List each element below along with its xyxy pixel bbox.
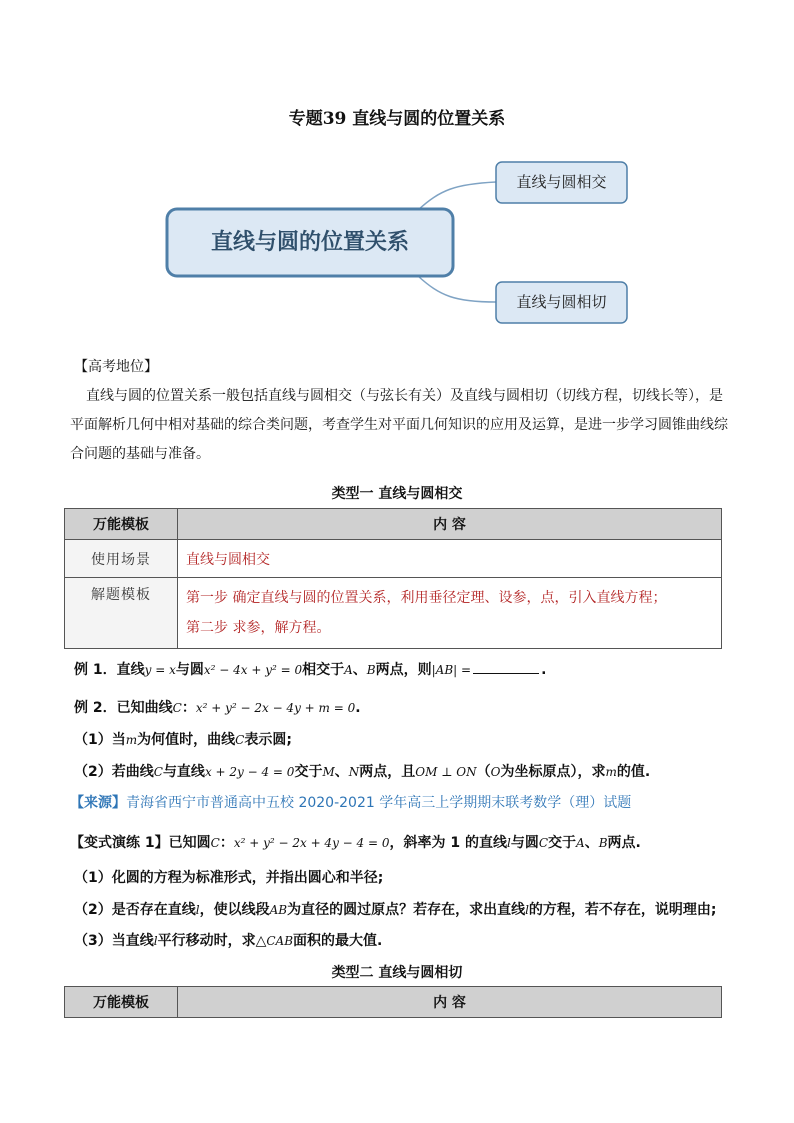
question-text: 为直径的圆过原点？若存在，求出直线 [287, 902, 526, 918]
question-text: 表示圆; [244, 732, 292, 748]
type2-table-header-label: 万能模板 [65, 987, 178, 1018]
question-text: （2）是否存在直线 [74, 902, 196, 918]
type1-scene-value: 直线与圆相交 [178, 540, 722, 578]
question-math: OM ⊥ ON [415, 765, 477, 779]
source-text: 青海省西宁市普通高中五校 2020-2021 学年高三上学期期末联考数学（理）试题 [126, 795, 632, 811]
type1-table-scene-row [65, 540, 722, 578]
variant-1-question-2 [74, 899, 717, 919]
question-math: l [153, 934, 158, 948]
type1-heading: 类型一 直线与圆相交 [331, 486, 463, 502]
source-label: 【来源】 [70, 795, 126, 811]
variant-text: 交于 [548, 835, 577, 851]
question-math: m [605, 765, 617, 779]
variant-1 [70, 832, 641, 852]
example-1-text: 直线 [116, 662, 145, 678]
question-text: ，使以线段 [199, 902, 270, 918]
type1-table-header-content: 内 容 [178, 509, 722, 540]
mind-map-connector-top [418, 182, 496, 210]
example-1-math: B [366, 663, 376, 677]
question-text: 与直线 [162, 764, 205, 780]
question-text: 两点，且 [359, 764, 416, 780]
variant-text: 已知圆 [168, 835, 211, 851]
example-1-text: 两点，则 [375, 662, 432, 678]
mind-map-branch-tangent: 直线与圆相切 [516, 293, 607, 311]
type2-heading: 类型二 直线与圆相切 [331, 965, 463, 981]
question-math: M [322, 765, 335, 779]
variant-text: 、 [584, 835, 599, 851]
variant-math: l [506, 836, 511, 850]
question-math: C [153, 765, 163, 779]
question-math: l [195, 903, 200, 917]
source-line [70, 792, 631, 812]
question-text: 的值. [616, 764, 651, 780]
example-1-math: A [344, 663, 353, 677]
question-math: x + 2y − 4 = 0 [204, 765, 295, 779]
example-1-text: 与圆 [175, 662, 204, 678]
example-2-text: . [355, 700, 361, 716]
example-2-text: 已知曲线 [116, 700, 173, 716]
example-2 [74, 697, 361, 717]
mind-map-diagram [0, 0, 794, 340]
question-text: 交于 [294, 764, 323, 780]
question-text: （1）当 [74, 732, 126, 748]
example-1-math: x² − 4x + y² = 0 [203, 663, 303, 677]
variant-math: x² + y² − 2x + 4y − 4 = 0 [233, 836, 390, 850]
example-2-math: x² + y² − 2x − 4y + m = 0 [195, 701, 356, 715]
variant-text: 两点. [607, 835, 641, 851]
variant-1-question-3 [74, 930, 382, 950]
variant-text: ，斜率为 1 的直线 [389, 835, 507, 851]
example-2-text: ： [181, 700, 196, 716]
example-1-math: |AB| = [431, 663, 472, 677]
type2-table-header-row [65, 987, 722, 1018]
question-text: （3）当直线 [74, 933, 154, 949]
example-2-question-1 [74, 729, 292, 749]
variant-math: A [576, 836, 585, 850]
type2-table-header-content: 内 容 [178, 987, 722, 1018]
question-text: 面积的最大值. [293, 933, 383, 949]
question-text: 平行移动时，求△ [157, 933, 267, 949]
page-title: 专题39 直线与圆的位置关系 [288, 109, 506, 129]
variant-math: B [598, 836, 608, 850]
type1-scene-label: 使用场景 [65, 540, 178, 578]
example-2-label: 例 2． [74, 700, 117, 716]
variant-1-question-1: （1）化圆的方程为标准形式，并指出圆心和半径; [74, 870, 384, 886]
type1-template-table [64, 508, 722, 649]
example-1-text: 、 [352, 662, 367, 678]
question-math: CAB [266, 934, 294, 948]
mind-map-connector-bottom [418, 276, 496, 302]
type2-template-table [64, 986, 722, 1018]
type1-method-label: 解题模板 [65, 578, 178, 649]
exam-position-paragraph [70, 382, 734, 469]
mind-map-main-node: 直线与圆的位置关系 [210, 230, 409, 255]
mind-map-branch-intersect: 直线与圆相交 [516, 173, 607, 191]
variant-math: C [538, 836, 549, 850]
example-1-math: y = x [144, 663, 176, 677]
example-2-question-2 [74, 761, 650, 781]
example-1-label: 例 1． [74, 662, 117, 678]
question-math: C [235, 733, 245, 747]
type1-step-1: 第一步 确定直线与圆的位置关系，利用垂径定理、设参，点，引入直线方程； [186, 590, 667, 606]
question-math: N [348, 765, 360, 779]
variant-1-label: 【变式演练 1】 [70, 835, 169, 851]
variant-text: ： [219, 835, 234, 851]
type1-table-header-row [65, 509, 722, 540]
example-2-math: C [172, 701, 182, 715]
question-text: （2）若曲线 [74, 764, 154, 780]
example-1-text: . [541, 662, 547, 678]
question-math: m [125, 733, 138, 747]
question-text: 为何值时，曲线 [137, 732, 236, 748]
question-text: 的方程，若不存在，说明理由; [528, 902, 717, 918]
question-text: （ [476, 764, 491, 780]
type1-table-header-label: 万能模板 [65, 509, 178, 540]
question-math: l [525, 903, 529, 917]
question-math: AB [269, 903, 288, 917]
variant-math: C [210, 836, 220, 850]
example-1 [74, 659, 546, 679]
question-math: O [490, 765, 501, 779]
type1-step-2: 第二步 求参，解方程。 [186, 620, 331, 636]
type1-table-method-row [65, 578, 722, 649]
variant-text: 与圆 [510, 835, 539, 851]
answer-blank [473, 661, 539, 674]
type1-method-steps [178, 578, 722, 649]
question-text: 、 [334, 764, 349, 780]
exam-position-heading: 【高考地位】 [74, 359, 158, 375]
example-1-text: 相交于 [302, 662, 345, 678]
exam-position-text: 直线与圆的位置关系一般包括直线与圆相交（与弦长有关）及直线与圆相切（切线方程，切线长等），是平面解析几何中相对基础的综合类问题，考查学生对平面几何知识的应用及运算，是进一步学习圆锥曲线综合问题的基础与准备。 [70, 388, 728, 462]
question-text: 为坐标原点），求 [500, 764, 606, 780]
